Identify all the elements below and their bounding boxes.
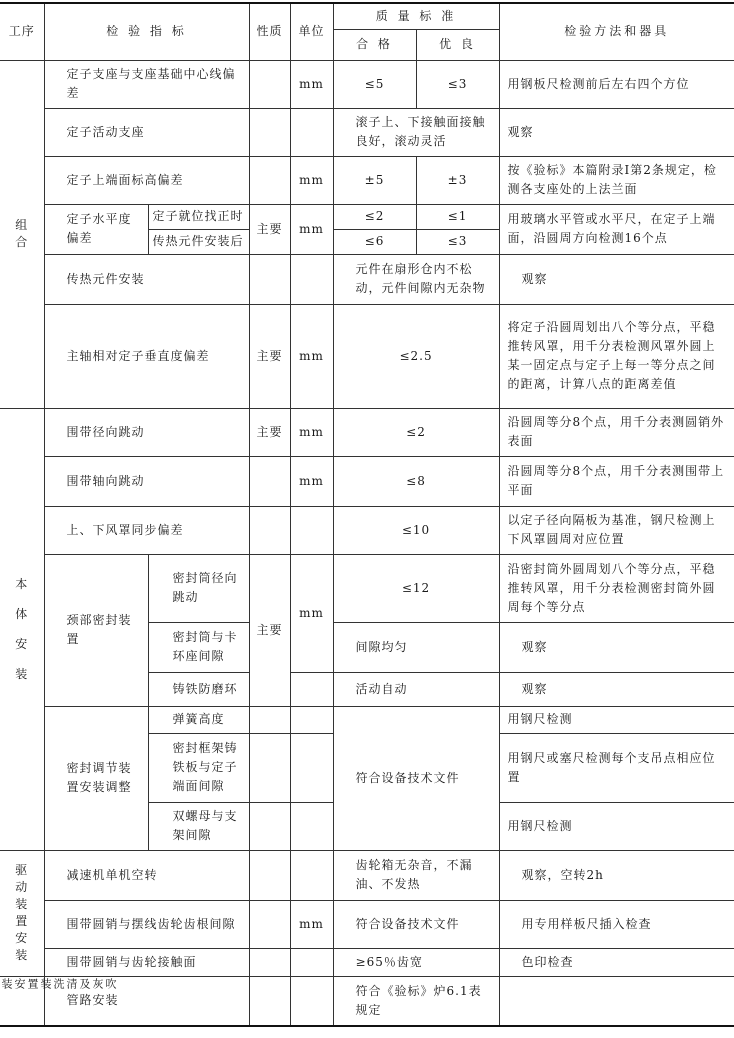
row-nature <box>249 254 290 304</box>
row-nature <box>249 706 290 733</box>
row-unit: mm <box>290 554 333 672</box>
row-method: 用钢尺检测 <box>499 802 734 850</box>
row-method: 观察，空转2h <box>499 850 734 900</box>
row-method: 沿圆周等分8个点，用千分表测围带上平面 <box>499 456 734 506</box>
section-blow-install-label: 吹 灰 及 清 洗 装 置 安 装 <box>0 977 117 989</box>
row-qualified: ≤2 <box>333 204 416 229</box>
row-standard: 符合设备技术文件 <box>333 706 499 850</box>
row-indicator: 定子上端面标高偏差 <box>44 156 249 204</box>
neck-seal-label: 颈部密封装置 <box>44 554 148 706</box>
row-excellent: ±3 <box>416 156 499 204</box>
row-unit <box>290 976 333 1026</box>
row-subindicator: 密封筒径向跳动 <box>148 554 249 622</box>
row-nature <box>249 976 290 1026</box>
row-standard: ≤8 <box>333 456 499 506</box>
row-indicator: 围带径向跳动 <box>44 408 249 456</box>
row-unit <box>290 254 333 304</box>
row-method: 用专用样板尺插入检查 <box>499 900 734 948</box>
row-standard: 齿轮箱无杂音，不漏油、不发热 <box>333 850 499 900</box>
section-body-install-label: 本 体 安 装 <box>15 577 29 681</box>
header-indicator: 检 验 指 标 <box>44 3 249 60</box>
row-method: 按《验标》本篇附录Ⅰ第2条规定，检测各支座处的上法兰面 <box>499 156 734 204</box>
row-unit: mm <box>290 408 333 456</box>
row-unit: mm <box>290 60 333 108</box>
row-indicator: 减速机单机空转 <box>44 850 249 900</box>
row-indicator: 围带轴向跳动 <box>44 456 249 506</box>
row-standard: ≤2.5 <box>333 304 499 408</box>
row-unit: mm <box>290 156 333 204</box>
row-unit <box>290 672 333 706</box>
row-standard: ≤2 <box>333 408 499 456</box>
section-assembly <box>0 60 44 408</box>
row-method: 将定子沿圆周划出八个等分点，平稳推转风罩，用千分表检测风罩外圆上某一固定点与定子上每一等分点之间的距离，计算八点的距离差值 <box>499 304 734 408</box>
row-method: 色印检查 <box>499 948 734 976</box>
section-assembly-label: 组 合 <box>15 218 29 249</box>
row-indicator: 定子活动支座 <box>44 108 249 156</box>
row-subindicator: 双螺母与支架间隙 <box>148 802 249 850</box>
row-method <box>499 976 734 1026</box>
row-subindicator: 弹簧高度 <box>148 706 249 733</box>
row-qualified: ±5 <box>333 156 416 204</box>
row-indicator: 管路安装 <box>44 976 249 1026</box>
section-drive-install-label: 驱 动 装 置 安 装 <box>15 863 29 962</box>
row-standard: ≤12 <box>333 554 499 622</box>
row-indicator: 围带圆销与齿轮接触面 <box>44 948 249 976</box>
row-standard: ≤10 <box>333 506 499 554</box>
inspection-standards-table <box>0 2 734 1027</box>
row-nature <box>249 900 290 948</box>
row-nature <box>249 156 290 204</box>
row-method: 观察 <box>499 622 734 672</box>
row-standard: 元件在扇形仓内不松动，元件间隙内无杂物 <box>333 254 499 304</box>
row-qualified: ≤5 <box>333 60 416 108</box>
section-drive-install <box>0 850 44 976</box>
row-subindicator: 密封框架铸铁板与定子端面间隙 <box>148 733 249 802</box>
row-nature: 主要 <box>249 204 290 254</box>
row-subindicator: 铸铁防磨环 <box>148 672 249 706</box>
row-method: 观察 <box>499 108 734 156</box>
header-unit: 单位 <box>290 3 333 60</box>
header-nature: 性质 <box>249 3 290 60</box>
row-nature <box>249 733 290 802</box>
row-unit <box>290 850 333 900</box>
row-method: 沿密封筒外圆周划八个等分点，平稳推转风罩，用千分表检测密封筒外圆周每个等分点 <box>499 554 734 622</box>
row-nature <box>249 108 290 156</box>
row-indicator: 围带圆销与摆线齿轮齿根间隙 <box>44 900 249 948</box>
row-standard: 滚子上、下接触面接触良好，滚动灵活 <box>333 108 499 156</box>
row-excellent: ≤3 <box>416 229 499 254</box>
row-unit <box>290 733 333 802</box>
row-unit: mm <box>290 900 333 948</box>
row-unit: mm <box>290 456 333 506</box>
row-nature <box>249 850 290 900</box>
row-nature <box>249 948 290 976</box>
row-indicator: 传热元件安装 <box>44 254 249 304</box>
section-body-install <box>0 408 44 850</box>
adjust-label: 密封调节装置安装调整 <box>44 706 148 850</box>
row-nature: 主要 <box>249 304 290 408</box>
row-standard: 间隙均匀 <box>333 622 499 672</box>
row-standard: 符合设备技术文件 <box>333 900 499 948</box>
row-indicator: 定子水平度偏差 <box>44 204 148 254</box>
row-indicator: 上、下风罩同步偏差 <box>44 506 249 554</box>
row-nature <box>249 802 290 850</box>
row-method: 观察 <box>499 672 734 706</box>
row-unit <box>290 706 333 733</box>
header-quality-standard: 质 量 标 准 <box>333 3 499 29</box>
row-subindicator: 密封筒与卡环座间隙 <box>148 622 249 672</box>
row-unit <box>290 108 333 156</box>
row-nature <box>249 60 290 108</box>
header-excellent: 优 良 <box>416 29 499 60</box>
header-method: 检验方法和器具 <box>499 3 734 60</box>
header-process: 工序 <box>0 3 44 60</box>
row-method: 以定子径向隔板为基准，钢尺检测上下风罩圆周对应位置 <box>499 506 734 554</box>
row-unit <box>290 506 333 554</box>
row-method: 观察 <box>499 254 734 304</box>
row-method: 用钢尺检测 <box>499 706 734 733</box>
row-method: 用钢尺或塞尺检测每个支吊点相应位置 <box>499 733 734 802</box>
row-unit <box>290 802 333 850</box>
row-indicator: 主轴相对定子垂直度偏差 <box>44 304 249 408</box>
row-subindicator: 定子就位找正时 <box>148 204 249 229</box>
row-nature <box>249 506 290 554</box>
row-indicator: 定子支座与支座基础中心线偏差 <box>44 60 249 108</box>
row-unit: mm <box>290 304 333 408</box>
row-standard: 活动自动 <box>333 672 499 706</box>
row-qualified: ≤6 <box>333 229 416 254</box>
row-method: 沿圆周等分8个点，用千分表测圆销外表面 <box>499 408 734 456</box>
row-method: 用钢板尺检测前后左右四个方位 <box>499 60 734 108</box>
row-unit <box>290 948 333 976</box>
row-nature: 主要 <box>249 554 290 706</box>
row-excellent: ≤3 <box>416 60 499 108</box>
row-standard: ≥65％齿宽 <box>333 948 499 976</box>
row-nature: 主要 <box>249 408 290 456</box>
header-qualified: 合 格 <box>333 29 416 60</box>
row-unit: mm <box>290 204 333 254</box>
row-nature <box>249 456 290 506</box>
row-subindicator: 传热元件安装后 <box>148 229 249 254</box>
row-method: 用玻璃水平管或水平尺，在定子上端面，沿圆周方向检测16个点 <box>499 204 734 254</box>
row-excellent: ≤1 <box>416 204 499 229</box>
row-standard: 符合《验标》炉6.1表规定 <box>333 976 499 1026</box>
